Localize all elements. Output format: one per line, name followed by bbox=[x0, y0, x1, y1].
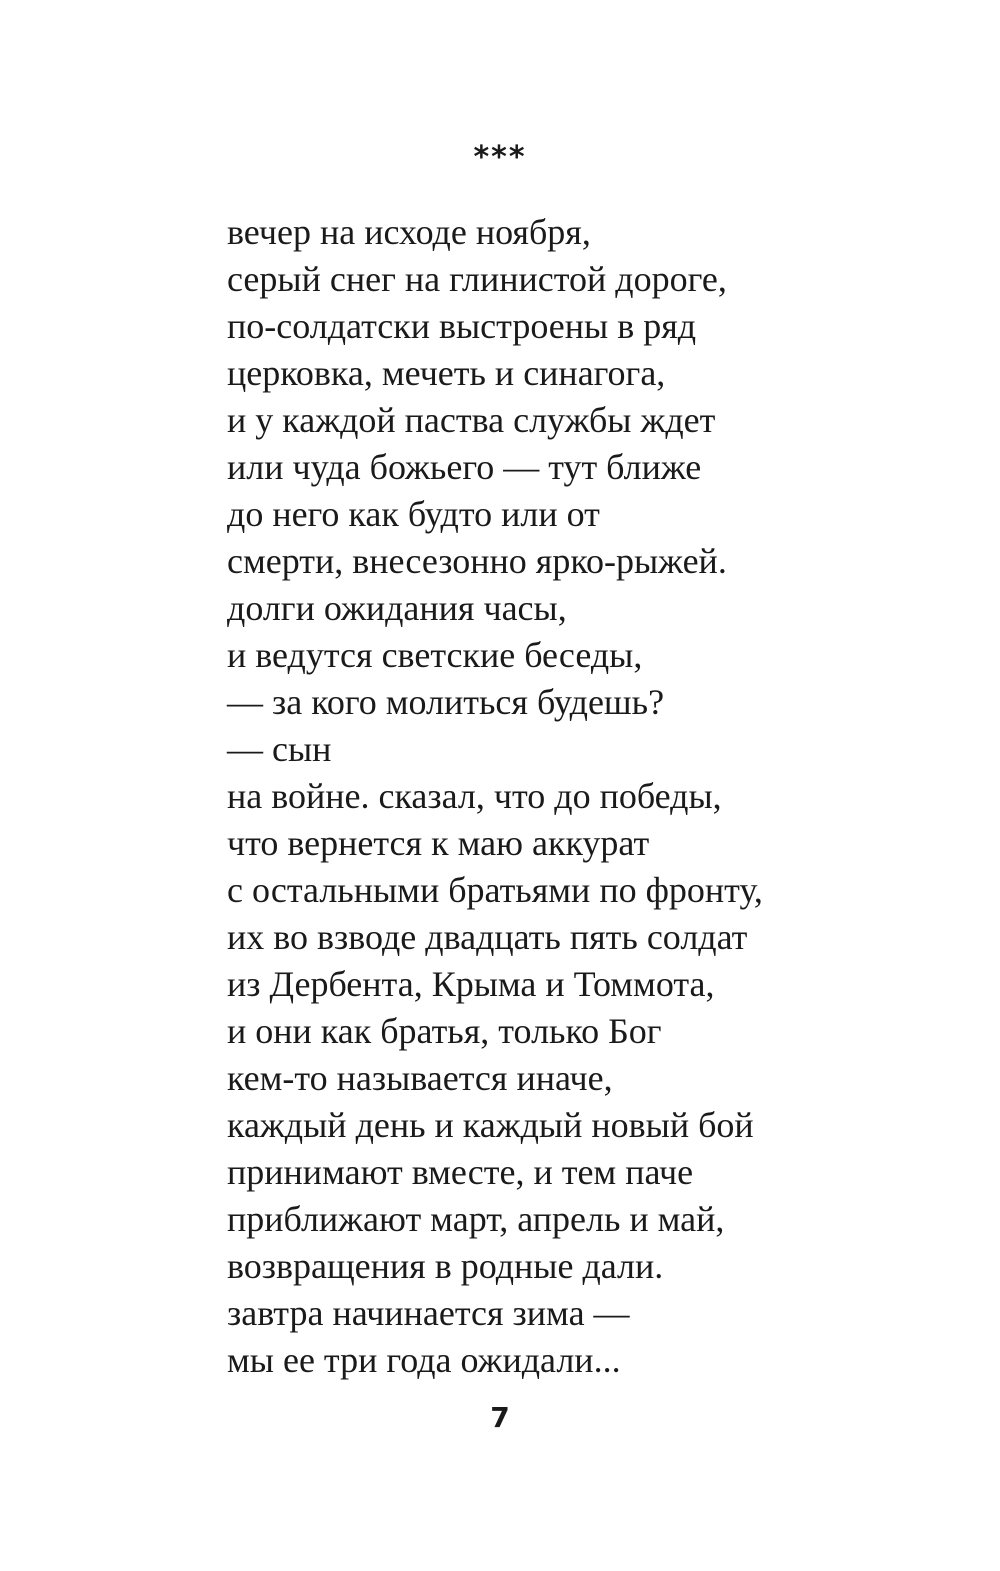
poem-line: кем-то называется иначе, bbox=[227, 1058, 613, 1098]
poem-line: каждый день и каждый новый бой bbox=[227, 1105, 754, 1145]
poem-line: на войне. сказал, что до победы, bbox=[227, 776, 722, 816]
poem-line: по-солдатски выстроены в ряд bbox=[227, 306, 697, 346]
poem-line: что вернется к маю аккурат bbox=[227, 823, 650, 863]
poem-line: их во взводе двадцать пять солдат bbox=[227, 917, 748, 957]
page-number: 7 bbox=[490, 1401, 510, 1434]
poem-line: и ведутся светские беседы, bbox=[227, 635, 643, 675]
poem-line: с остальными братьями по фронту, bbox=[227, 870, 763, 910]
poem-line: церковка, мечеть и синагога, bbox=[227, 353, 666, 393]
poem-line: вечер на исходе ноября, bbox=[227, 212, 591, 252]
poem-line: принимают вместе, и тем паче bbox=[227, 1152, 694, 1192]
poem-line: из Дербента, Крыма и Томмота, bbox=[227, 964, 715, 1004]
poem-line: до него как будто или от bbox=[227, 494, 600, 534]
poem-line: приближают март, апрель и май, bbox=[227, 1199, 725, 1239]
poem-line: серый снег на глинистой дороге, bbox=[227, 259, 727, 299]
poem-line: смерти, внесезонно ярко-рыжей. bbox=[227, 541, 727, 581]
poem-text bbox=[227, 209, 867, 1384]
poem-line: или чуда божьего — тут ближе bbox=[227, 447, 702, 487]
poem-line: — сын bbox=[227, 729, 332, 769]
poem-line: долги ожидания часы, bbox=[227, 588, 567, 628]
poem-line: — за кого молиться будешь? bbox=[227, 682, 665, 722]
poem-line: завтра начинается зима — bbox=[227, 1293, 630, 1333]
poem-line: и у каждой паства службы ждет bbox=[227, 400, 716, 440]
poem-line: и они как братья, только Бог bbox=[227, 1011, 662, 1051]
poem-line: возвращения в родные дали. bbox=[227, 1246, 664, 1286]
section-separator: *** bbox=[473, 140, 527, 175]
poem-line: мы ее три года ожидали... bbox=[227, 1340, 621, 1380]
